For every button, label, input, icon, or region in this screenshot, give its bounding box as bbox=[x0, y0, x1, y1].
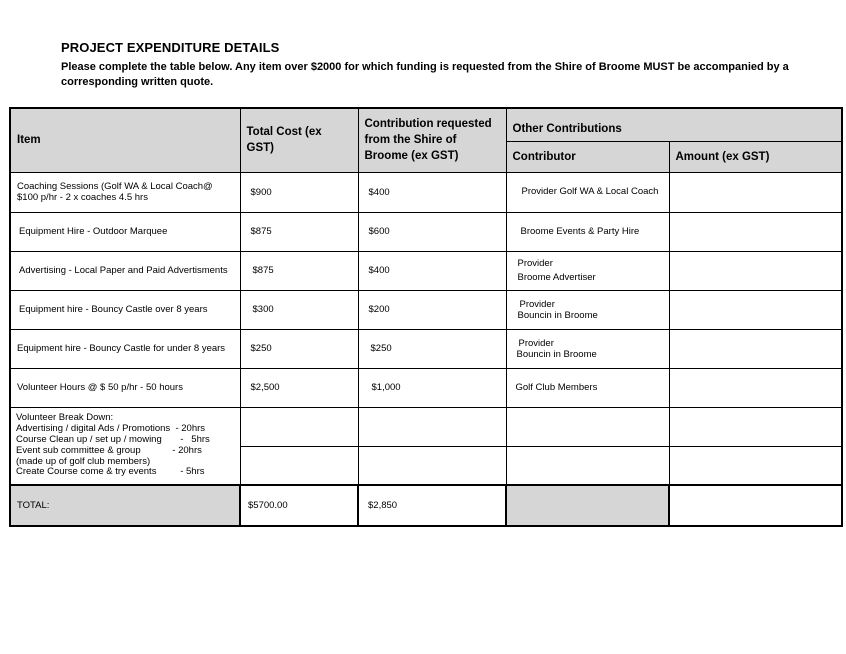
cell-amount bbox=[669, 368, 842, 407]
breakdown-line: Event sub committee & group - 20hrs bbox=[16, 444, 202, 456]
cell-total-cost: $875 bbox=[240, 212, 358, 251]
contributor-line: Provider Golf WA & Local Coach bbox=[521, 186, 659, 197]
breakdown-line: Course Clean up / set up / mowing - 5hrs bbox=[16, 433, 210, 445]
cell-amount bbox=[669, 251, 842, 290]
table-row bbox=[10, 212, 842, 251]
header-item: Item bbox=[10, 108, 240, 172]
empty-cell bbox=[506, 407, 669, 446]
breakdown-line: Advertising / digital Ads / Promotions - 20hrs bbox=[16, 423, 206, 435]
cell-total-cost: $300 bbox=[240, 290, 358, 329]
instructions-text: Please complete the table below. Any item over $2000 for which funding is requested from the Shire of Broome MUST be accompanied by a corresponding written quote. bbox=[61, 61, 789, 88]
contributor-line: Bouncin in Broome bbox=[516, 348, 597, 360]
cell-contributor bbox=[506, 251, 669, 290]
cell-item: Volunteer Hours @ $ 50 p/hr - 50 hours bbox=[10, 368, 240, 407]
contributor-line: Golf Club Members bbox=[515, 381, 598, 393]
table-row bbox=[10, 368, 842, 407]
header-contribution-requested: Contribution requested from the Shire of Broome (ex GST) bbox=[358, 108, 506, 172]
cell-contribution: $200 bbox=[358, 290, 506, 329]
cell-contributor bbox=[506, 368, 669, 407]
cell-contribution: $1,000 bbox=[358, 368, 506, 407]
cell-total-cost: $250 bbox=[240, 329, 358, 368]
contributor-line: Provider bbox=[519, 298, 555, 310]
table-row bbox=[10, 407, 842, 446]
cell-contributor bbox=[506, 329, 669, 368]
table-row bbox=[10, 251, 842, 290]
table-row bbox=[10, 290, 842, 329]
empty-cell bbox=[240, 407, 358, 446]
cell-contribution: $400 bbox=[358, 251, 506, 290]
contributor-line: Broome Advertiser bbox=[517, 271, 596, 283]
total-row bbox=[10, 485, 842, 526]
contributor-line: Provider bbox=[518, 337, 554, 349]
empty-cell bbox=[669, 407, 842, 446]
header-amount: Amount (ex GST) bbox=[669, 141, 842, 172]
table-row bbox=[10, 329, 842, 368]
empty-cell bbox=[358, 407, 506, 446]
header-other-contributions: Other Contributions bbox=[506, 108, 842, 141]
total-cost-value: $5700.00 bbox=[240, 485, 358, 526]
breakdown-line: (made up of golf club members) bbox=[16, 455, 151, 467]
empty-cell bbox=[358, 446, 506, 485]
breakdown-line: Create Course come & try events - 5hrs bbox=[16, 466, 205, 478]
empty-cell bbox=[506, 446, 669, 485]
cell-contribution: $600 bbox=[358, 212, 506, 251]
contributor-line: Bouncin in Broome bbox=[517, 309, 598, 321]
cell-item: Equipment Hire - Outdoor Marquee bbox=[10, 212, 240, 251]
cell-amount bbox=[669, 212, 842, 251]
cell-item: Coaching Sessions (Golf WA & Local Coach@ $100 p/hr - 2 x coaches 4.5 hrs bbox=[10, 172, 240, 212]
cell-amount bbox=[669, 329, 842, 368]
volunteer-breakdown bbox=[10, 407, 240, 485]
empty-cell bbox=[669, 446, 842, 485]
page-title: PROJECT EXPENDITURE DETAILS bbox=[61, 40, 280, 55]
breakdown-line: Volunteer Break Down: bbox=[16, 412, 114, 424]
cell-item: Equipment hire - Bouncy Castle for under 8 years bbox=[10, 329, 240, 368]
empty-cell bbox=[240, 446, 358, 485]
table-row bbox=[10, 172, 842, 212]
cell-amount bbox=[669, 172, 842, 212]
total-contribution-value: $2,850 bbox=[358, 485, 506, 526]
cell-total-cost: $900 bbox=[240, 172, 358, 212]
cell-total-cost: $875 bbox=[240, 251, 358, 290]
contributor-line: Provider bbox=[517, 257, 553, 269]
contributor-line: Broome Events & Party Hire bbox=[520, 225, 640, 237]
header-total-cost: Total Cost (ex GST) bbox=[240, 108, 358, 172]
cell-contributor bbox=[506, 172, 669, 212]
cell-amount bbox=[669, 290, 842, 329]
cell-contributor bbox=[506, 290, 669, 329]
cell-item: Equipment hire - Bouncy Castle over 8 years bbox=[10, 290, 240, 329]
cell-contribution: $250 bbox=[358, 329, 506, 368]
cell-contributor bbox=[506, 212, 669, 251]
total-contributor-cell bbox=[506, 485, 669, 526]
cell-contribution: $400 bbox=[358, 172, 506, 212]
expenditure-table bbox=[9, 107, 843, 527]
total-amount-cell bbox=[669, 485, 842, 526]
total-label: TOTAL: bbox=[10, 485, 240, 526]
cell-total-cost: $2,500 bbox=[240, 368, 358, 407]
cell-item: Advertising - Local Paper and Paid Advertisments bbox=[10, 251, 240, 290]
header-contributor: Contributor bbox=[506, 141, 669, 172]
